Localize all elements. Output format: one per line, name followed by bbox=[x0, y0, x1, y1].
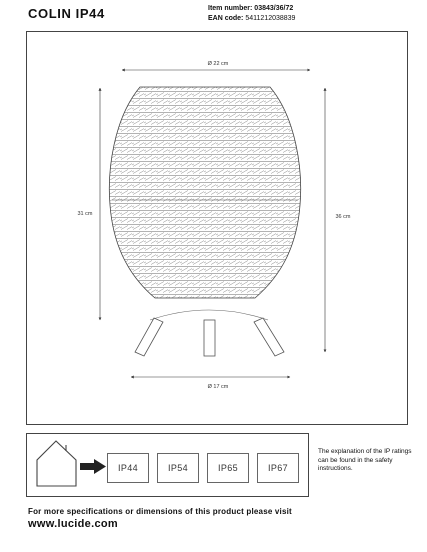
dimension-total-height bbox=[325, 88, 351, 352]
dimension-top-width-label: Ø 22 cm bbox=[207, 61, 229, 67]
item-number-value: 03843/36/72 bbox=[254, 5, 294, 12]
ean-label: EAN code: bbox=[208, 15, 244, 22]
lamp-legs bbox=[135, 310, 284, 356]
dimension-top-width bbox=[122, 61, 310, 70]
ip-rating-note: The explanation of the IP ratings can be found in the safety instructions. bbox=[318, 448, 412, 472]
dimension-total-height-label: 36 cm bbox=[335, 214, 351, 220]
dimension-shade-height bbox=[78, 88, 100, 320]
lamp-leg-left bbox=[135, 318, 163, 356]
lamp-shade bbox=[109, 87, 300, 298]
ip-rating-ip67: IP67 bbox=[257, 453, 299, 483]
product-name: COLIN IP44 bbox=[28, 6, 105, 21]
lamp-leg-right bbox=[254, 318, 284, 356]
dimension-base-width-label: Ø 17 cm bbox=[207, 384, 229, 390]
item-number-label: Item number: bbox=[208, 5, 253, 12]
ean-value: 5411212038839 bbox=[245, 15, 296, 22]
ip-rating-ip44: IP44 bbox=[107, 453, 149, 483]
footer-more-info: For more specifications or dimensions of this product please visit bbox=[28, 507, 292, 516]
ip-rating-ip54: IP54 bbox=[157, 453, 199, 483]
footer-website-link[interactable]: www.lucide.com bbox=[28, 518, 118, 530]
dimension-shade-height-label: 31 cm bbox=[77, 211, 93, 217]
ip-rating-ip65: IP65 bbox=[207, 453, 249, 483]
lamp-leg-center bbox=[204, 320, 215, 356]
dimension-base-width bbox=[131, 377, 290, 390]
